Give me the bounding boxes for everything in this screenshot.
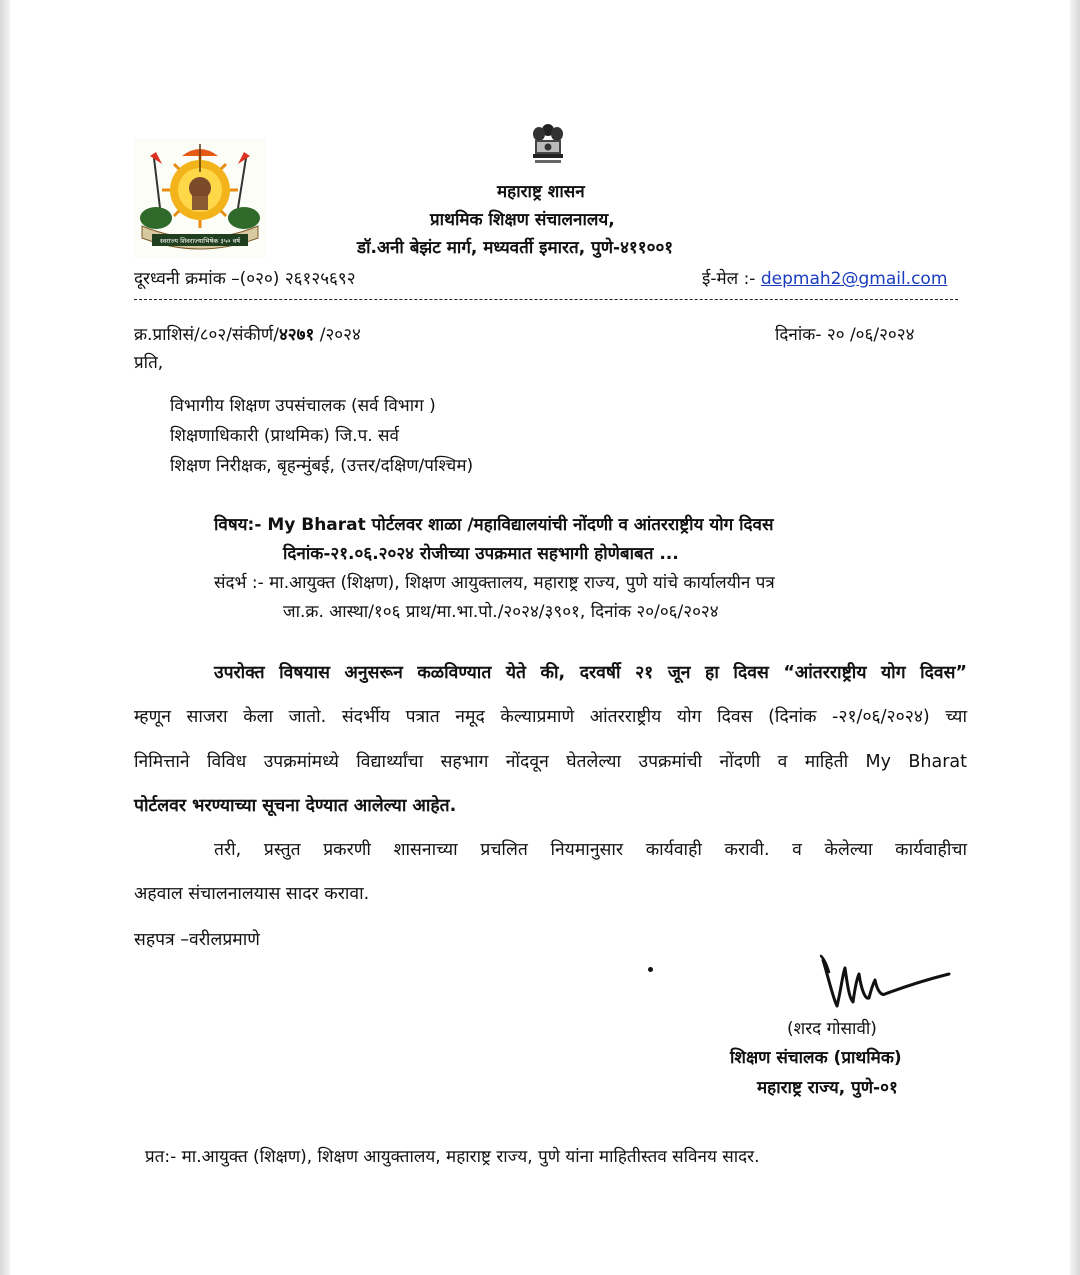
reference-line-2: जा.क्र. आस्था/१०६ प्राथ/मा.भा.पो./२०२४/३९०१, दिनांक २०/०६/२०२४	[283, 602, 719, 622]
ink-dot	[648, 967, 653, 972]
copy-to: प्रत:- मा.आयुक्त (शिक्षण), शिक्षण आयुक्तालय, महाराष्ट्र राज्य, पुणे यांना माहितीस्तव सविनय सादर.	[145, 1147, 760, 1167]
page-edge-right	[1070, 0, 1080, 1275]
body-p2-line-1: तरी, प्रस्तुत प्रकरणी शासनाच्या प्रचलित नियमानुसार कार्यवाही करावी. व केलेल्या कार्यवाहीचा	[214, 840, 967, 860]
email-link[interactable]: depmah2@gmail.com	[760, 269, 948, 289]
body-p1-line-2: म्हणून साजरा केला जातो. संदर्भीय पत्रात नमूद केल्याप्रमाणे आंतरराष्ट्रीय योग दिवस (दिनांक -२१/०६/२०२४) च्या	[134, 707, 967, 727]
addressee-line-1: विभागीय शिक्षण उपसंचालक (सर्व विभाग )	[170, 396, 436, 416]
subject-line-1: विषय:- My Bharat पोर्टलवर शाळा /महाविद्यालयांची नोंदणी व आंतरराष्ट्रीय योग दिवस	[214, 515, 774, 535]
body-p1-line-3: निमित्ताने विविध उपक्रमांमध्ये विद्यार्थ्यांचा सहभाग नोंदवून घेतलेल्या उपक्रमांची नोंदणी व माहिती My Bharat	[134, 752, 967, 772]
addressee-line-3: शिक्षण निरीक्षक, बृहन्मुंबई, (उत्तर/दक्षिण/पश्चिम)	[170, 456, 474, 476]
email-row	[702, 266, 947, 289]
letter-date: दिनांक- २० /०६/२०२४	[775, 325, 915, 345]
reference-suffix: /२०२४	[314, 325, 361, 345]
reference-bold: ४२७१	[278, 325, 315, 345]
header-divider	[134, 299, 958, 300]
reference-number	[134, 322, 361, 345]
handwritten-signature-icon	[815, 950, 955, 1020]
prati: प्रति,	[134, 353, 164, 373]
header-directorate: प्राथमिक शिक्षण संचालनालय,	[430, 210, 615, 230]
reference-line-1: संदर्भ :- मा.आयुक्त (शिक्षण), शिक्षण आयुक्तालय, महाराष्ट्र राज्य, पुणे यांचे कार्यालयीन पत्र	[214, 573, 775, 593]
body-p2-line-2: अहवाल संचालनालयास सादर करावा.	[134, 884, 370, 904]
signatory-designation: शिक्षण संचालक (प्राथमिक)	[730, 1048, 902, 1068]
header-address: डॉ.अनी बेझंट मार्ग, मध्यवर्ती इमारत, पुणे-४११००१	[357, 238, 674, 258]
signatory-name: (शरद गोसावी)	[787, 1019, 877, 1039]
body-p1-line-4: पोर्टलवर भरण्याच्या सूचना देण्यात आलेल्या आहेत.	[134, 796, 457, 816]
state-emblem-icon	[528, 122, 568, 166]
header-govt: महाराष्ट्र शासन	[497, 182, 585, 202]
subject-line-2: दिनांक-२१.०६.२०२४ रोजीच्या उपक्रमात सहभागी होणेबाबत ...	[283, 544, 679, 564]
phone-number: दूरध्वनी क्रमांक –(०२०) २६१२५६९२	[134, 269, 356, 289]
reference-prefix: क्र.प्राशिसं/८०२/संकीर्ण/	[134, 325, 279, 345]
page-edge-left	[0, 0, 10, 1275]
crest-scroll-text: स्वराज्य शिवराज्याभिषेक ३५० वर्ष	[160, 237, 240, 245]
addressee-line-2: शिक्षणाधिकारी (प्राथमिक) जि.प. सर्व	[170, 426, 399, 446]
email-label: ई-मेल :-	[702, 269, 756, 289]
body-p1-line-1: उपरोक्त विषयास अनुसरून कळविण्यात येते की, दरवर्षी २१ जून हा दिवस “आंतरराष्ट्रीय योग दिवस”	[214, 663, 967, 683]
maharashtra-crest-icon	[134, 138, 266, 258]
enclosure: सहपत्र –वरीलप्रमाणे	[134, 930, 260, 950]
signatory-location: महाराष्ट्र राज्य, पुणे-०१	[757, 1078, 898, 1098]
